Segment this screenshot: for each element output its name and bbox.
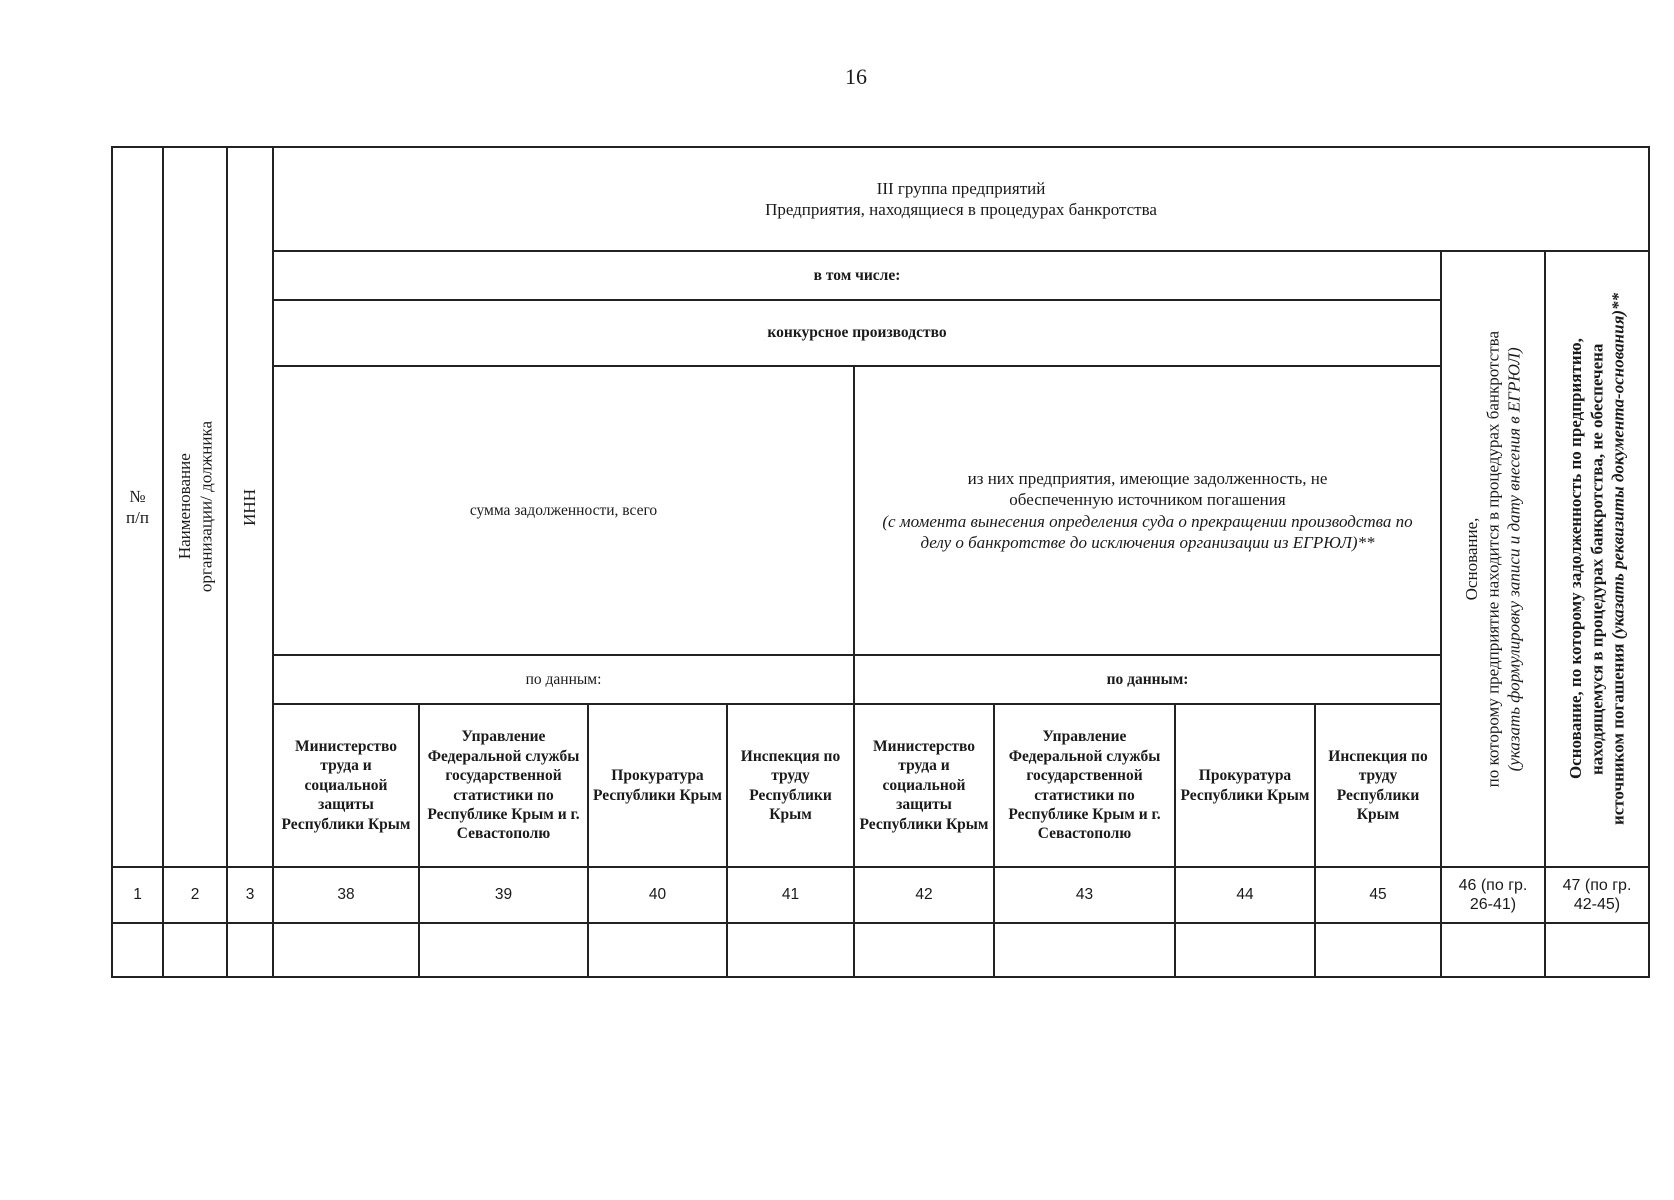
agency-rosstat-right: Управление Федеральной службы государственной статистики по Республике Крым и г. Севастополю xyxy=(994,704,1175,867)
group-title: III группа предприятий Предприятия, находящиеся в процедурах банкротства xyxy=(273,147,1649,251)
column-number: 2 xyxy=(163,867,227,923)
empty-cell xyxy=(1441,923,1545,977)
agency-prosecutor-left: Прокуратура Республики Крым xyxy=(588,704,727,867)
competitive-header: конкурсное производство xyxy=(273,300,1441,366)
column-number: 3 xyxy=(227,867,273,923)
column-number: 41 xyxy=(727,867,854,923)
empty-data-row xyxy=(112,923,1649,977)
column-numbers-row xyxy=(112,867,1649,923)
column-number: 39 xyxy=(419,867,588,923)
column-number: 47 (по гр. 42-45) xyxy=(1545,867,1649,923)
total-debt-header: сумма задолженности, всего xyxy=(273,366,854,655)
agency-labor-inspection-left: Инспекция по труду Республики Крым xyxy=(727,704,854,867)
empty-cell xyxy=(273,923,419,977)
empty-cell xyxy=(727,923,854,977)
empty-cell xyxy=(419,923,588,977)
empty-cell xyxy=(854,923,994,977)
agency-mintrud-right: Министерство труда и социальной защиты Республики Крым xyxy=(854,704,994,867)
column-number: 42 xyxy=(854,867,994,923)
column-number: 46 (по гр. 26-41) xyxy=(1441,867,1545,923)
empty-cell xyxy=(994,923,1175,977)
col-name-line1: Наименование xyxy=(174,454,194,560)
column-number: 44 xyxy=(1175,867,1315,923)
agency-mintrud-left: Министерство труда и социальной защиты Республики Крым xyxy=(273,704,419,867)
empty-cell xyxy=(1545,923,1649,977)
column-number: 38 xyxy=(273,867,419,923)
by-data-left: по данным: xyxy=(273,655,854,704)
column-number: 45 xyxy=(1315,867,1441,923)
agency-rosstat-left: Управление Федеральной службы государственной статистики по Республике Крым и г. Севастополю xyxy=(419,704,588,867)
empty-cell xyxy=(112,923,163,977)
empty-cell xyxy=(163,923,227,977)
col-name-header xyxy=(163,147,227,867)
including-header: в том числе: xyxy=(273,251,1441,300)
bankruptcy-form-table xyxy=(111,146,1650,978)
empty-cell xyxy=(588,923,727,977)
empty-cell xyxy=(227,923,273,977)
basis2-header: Основание, по которому задолженность по предприятию, находящемуся в процедурах банкротства, не обеспечена источником погашения (указать реквизиты документа-основания)** xyxy=(1545,251,1649,867)
empty-cell xyxy=(1175,923,1315,977)
basis1-header: Основание, по которому предприятие находится в процедурах банкротства (указать формулировку записи и дату внесения в ЕГРЮЛ) xyxy=(1441,251,1545,867)
column-number: 40 xyxy=(588,867,727,923)
agency-labor-inspection-right: Инспекция по труду Республики Крым xyxy=(1315,704,1441,867)
subset-header: из них предприятия, имеющие задолженность, не обеспеченную источником погашения (с момента вынесения определения суда о прекращении производства по делу о банкротстве до исключения организации из ЕГРЮЛ)** xyxy=(854,366,1441,655)
column-number: 1 xyxy=(112,867,163,923)
by-data-right: по данным: xyxy=(854,655,1441,704)
col-name-line2: организации/ должника xyxy=(196,421,215,593)
column-number: 43 xyxy=(994,867,1175,923)
col-number-header: № п/п xyxy=(112,147,163,867)
agency-prosecutor-right: Прокуратура Республики Крым xyxy=(1175,704,1315,867)
col-inn-header: ИНН xyxy=(227,147,273,867)
page-number: 16 xyxy=(845,64,867,89)
empty-cell xyxy=(1315,923,1441,977)
